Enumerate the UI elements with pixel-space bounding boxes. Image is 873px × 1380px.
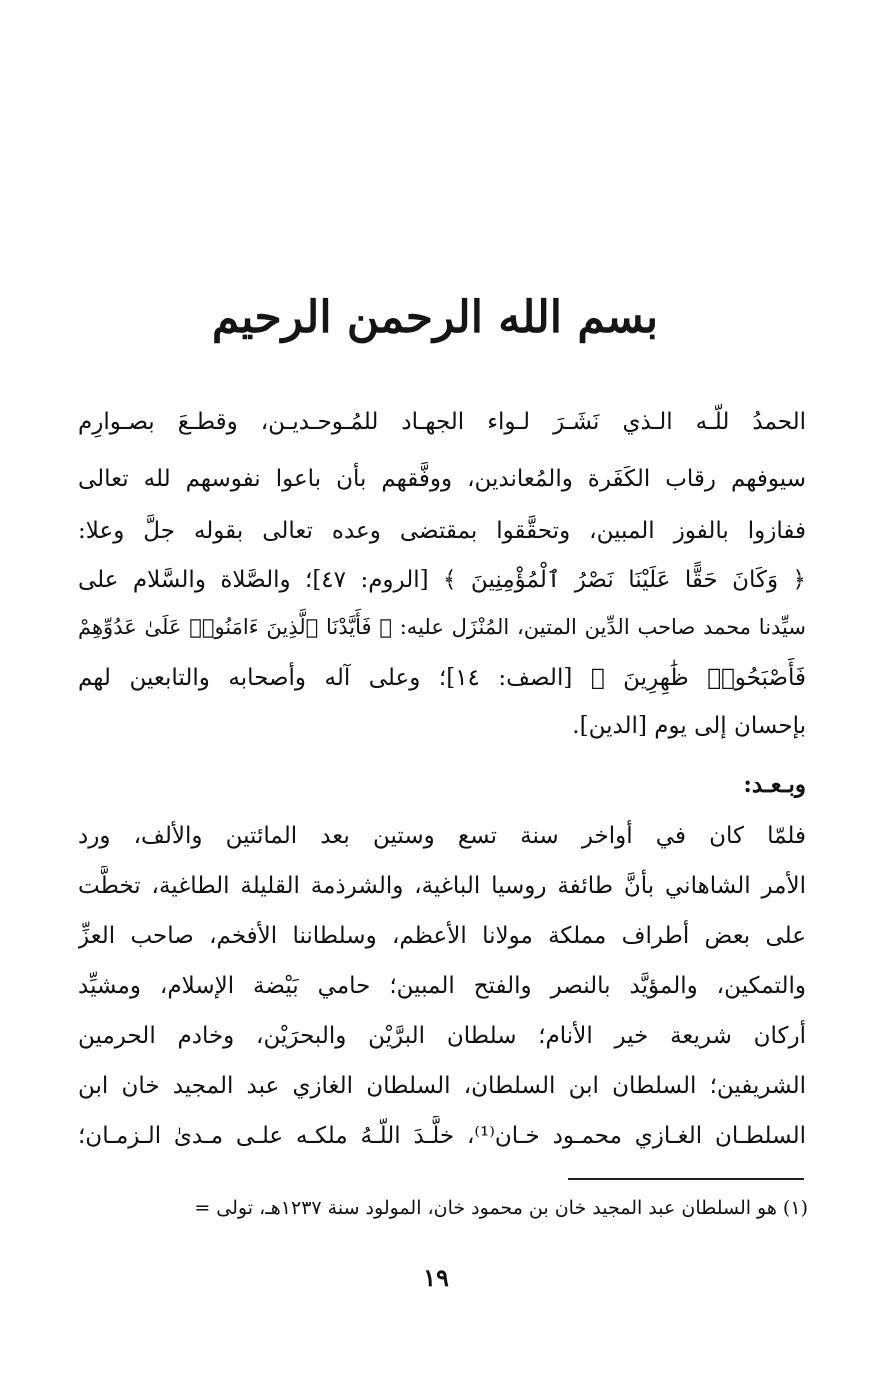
text-line: الحمدُ للّـه الـذي نَشَـرَ لـواء الجهـاد للمُـوحـديـن، وقطـعَ بصـوارِم [78, 409, 806, 435]
text-line: بإحسان إلى يوم [الدين]. [572, 713, 806, 739]
text-line: ففازوا بالفوز المبين، وتحقَّقوا بمقتضى وعده تعالى بقوله جلَّ وعلا: [78, 518, 806, 544]
text-line: والتمكين، والمؤيَّد بالنصر والفتح المبين؛ حامي بَيْضة الإسلام، ومشيِّد [78, 973, 806, 999]
text-line: الأمر الشاهاني بأنَّ طائفة روسيا الباغية، والشرذمة القليلة الطاغية، تخطَّت [78, 873, 806, 899]
page-number: ١٩ [423, 1263, 449, 1292]
basmala-calligraphy [211, 272, 659, 362]
quran-verse-line: ﴿ وَكَانَ حَقًّا عَلَيْنَا نَصْرُ ٱلْمُؤْمِنِينَ ﴾ [الروم: ٤٧]؛ والصَّلاة والسَّلام على [78, 567, 806, 593]
basmala-text: بسم الله الرحمن الرحيم [211, 291, 659, 343]
footnote-separator [568, 1178, 804, 1180]
quran-verse-line: فَأَصْبَحُوا۟ ظَٰهِرِينَ ﴾ [الصف: ١٤]؛ وعلى آله وأصحابه والتابعين لهم [78, 665, 806, 691]
text-line: سيوفهم رقاب الكَفَرة والمُعاندين، ووفَّقهم بأن باعوا نفوسهم لله تعالى [78, 466, 806, 492]
text-line: السلطـان الغـازي محمـود خـان⁽¹⁾، خلَّـدَ اللّـهُ ملكـه علـى مـدىٰ الـزمـان؛ [78, 1123, 806, 1149]
text-line: سيِّدنا محمد صاحب الدِّين المتين، المُنْزَل عليه: ﴿ فَأَيَّدْنَا ٱلَّذِينَ ءَامَنُوا۟ عَلَىٰ عَدُوِّهِمْ [78, 615, 806, 639]
text-line: أركان شريعة خير الأنام؛ سلطان البرَّيْن والبحرَيْن، وخادم الحرمين [78, 1023, 806, 1049]
text-line: الشريفين؛ السلطان ابن السلطان، السلطان الغازي عبد المجيد خان ابن [78, 1073, 806, 1099]
section-heading: وبـعـد: [743, 771, 806, 798]
footnote: (١) هو السلطان عبد المجيد خان بن محمود خان، المولود سنة ١٢٣٧هـ، تولى = [194, 1197, 808, 1219]
text-line: على بعض أطراف مملكة مولانا الأعظم، وسلطاننا الأفخم، صاحب العزِّ [78, 923, 806, 949]
text-line: فلمّا كان في أواخر سنة تسع وستين بعد المائتين والألف، ورد [78, 823, 806, 849]
